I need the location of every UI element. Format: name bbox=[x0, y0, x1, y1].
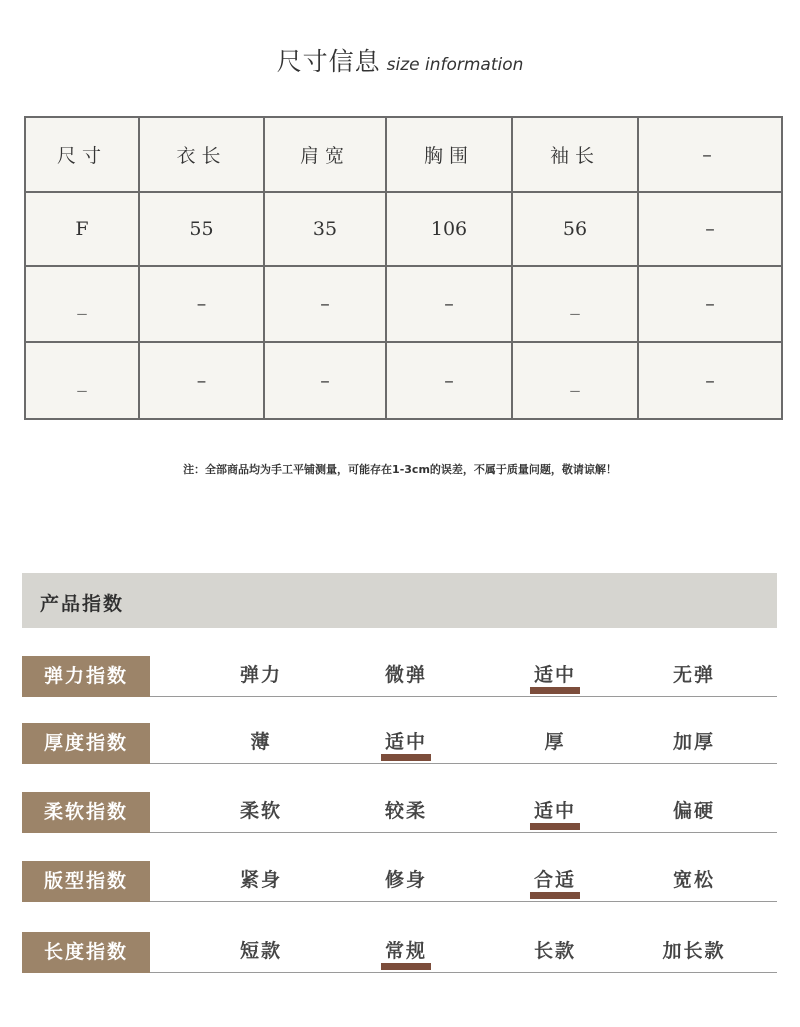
size-table-cell: – bbox=[638, 192, 782, 266]
size-table-row bbox=[25, 266, 782, 342]
index-row bbox=[22, 723, 777, 764]
index-option bbox=[385, 656, 427, 697]
index-option-label: 紧身 bbox=[239, 869, 283, 891]
size-table-cell: – bbox=[386, 266, 512, 342]
size-table-cell: 56 bbox=[512, 192, 638, 266]
size-table-cell: – bbox=[139, 342, 264, 419]
index-row-label: 版型指数 bbox=[22, 861, 150, 902]
index-option bbox=[673, 792, 715, 833]
size-table-cell: _ bbox=[25, 342, 139, 419]
index-option bbox=[544, 723, 565, 764]
index-option-label: 合适 bbox=[533, 869, 577, 891]
index-option-selected bbox=[385, 932, 427, 973]
index-option bbox=[534, 932, 576, 973]
size-table-cell: _ bbox=[25, 266, 139, 342]
size-table-row bbox=[25, 342, 782, 419]
index-option bbox=[250, 723, 271, 764]
index-option bbox=[673, 861, 715, 902]
size-table-header-cell: 衣长 bbox=[139, 117, 264, 192]
size-info-title-en: size information bbox=[386, 55, 524, 75]
index-option-label: 柔软 bbox=[239, 800, 283, 822]
index-option bbox=[662, 932, 725, 973]
selected-marker bbox=[381, 754, 431, 761]
index-option-label: 长款 bbox=[533, 940, 577, 962]
selected-marker bbox=[381, 963, 431, 970]
index-option-label: 厚 bbox=[544, 731, 566, 753]
size-table-cell: – bbox=[638, 266, 782, 342]
index-row bbox=[22, 656, 777, 697]
index-option bbox=[240, 932, 282, 973]
index-row-label: 弹力指数 bbox=[22, 656, 150, 697]
size-table-cell: – bbox=[264, 266, 386, 342]
index-option-label: 弹力 bbox=[239, 664, 283, 686]
index-option-label: 加厚 bbox=[672, 731, 716, 753]
product-index-title: 产品指数 bbox=[40, 593, 125, 615]
selected-marker bbox=[530, 823, 580, 830]
index-row-label: 柔软指数 bbox=[22, 792, 150, 833]
index-option bbox=[240, 656, 282, 697]
selected-marker bbox=[530, 687, 580, 694]
index-option-label: 加长款 bbox=[662, 940, 726, 962]
index-option-label: 薄 bbox=[250, 731, 272, 753]
index-option-label: 短款 bbox=[239, 940, 283, 962]
size-table-header-cell: 肩宽 bbox=[264, 117, 386, 192]
index-option bbox=[673, 723, 715, 764]
size-table-header-cell: 胸围 bbox=[386, 117, 512, 192]
index-option bbox=[385, 861, 427, 902]
index-option-label: 适中 bbox=[533, 664, 577, 686]
index-option-label: 适中 bbox=[533, 800, 577, 822]
size-table-cell: _ bbox=[512, 342, 638, 419]
size-table-cell: 55 bbox=[139, 192, 264, 266]
index-option-label: 偏硬 bbox=[672, 800, 716, 822]
index-row bbox=[22, 792, 777, 833]
index-option-selected bbox=[534, 792, 576, 833]
index-option-label: 宽松 bbox=[672, 869, 716, 891]
size-table-cell: _ bbox=[512, 266, 638, 342]
index-option-label: 适中 bbox=[384, 731, 428, 753]
index-option-selected bbox=[385, 723, 427, 764]
index-row bbox=[22, 861, 777, 902]
size-table-header-cell: 袖长 bbox=[512, 117, 638, 192]
size-info-title-cn: 尺寸信息 bbox=[276, 47, 381, 76]
index-option-selected bbox=[534, 656, 576, 697]
index-option-label: 常规 bbox=[384, 940, 428, 962]
size-table-header-cell: – bbox=[638, 117, 782, 192]
index-option-label: 微弹 bbox=[384, 664, 428, 686]
size-table-cell: – bbox=[139, 266, 264, 342]
index-row-label: 厚度指数 bbox=[22, 723, 150, 764]
size-table-header-row bbox=[25, 117, 782, 192]
size-table-cell: – bbox=[638, 342, 782, 419]
index-option-label: 修身 bbox=[384, 869, 428, 891]
size-table-cell: – bbox=[386, 342, 512, 419]
index-option bbox=[673, 656, 715, 697]
selected-marker bbox=[530, 892, 580, 899]
product-index-header bbox=[22, 573, 777, 628]
size-table-cell: – bbox=[264, 342, 386, 419]
size-table-cell: 106 bbox=[386, 192, 512, 266]
index-option-label: 无弹 bbox=[672, 664, 716, 686]
index-row-label: 长度指数 bbox=[22, 932, 150, 973]
index-option bbox=[240, 861, 282, 902]
index-option bbox=[385, 792, 427, 833]
size-table-header-cell: 尺寸 bbox=[25, 117, 139, 192]
size-table-cell: 35 bbox=[264, 192, 386, 266]
index-option-label: 较柔 bbox=[384, 800, 428, 822]
size-table-row bbox=[25, 192, 782, 266]
size-table-cell: F bbox=[25, 192, 139, 266]
size-table bbox=[24, 116, 783, 420]
measurement-note: 注：全部商品均为手工平铺测量，可能存在1-3cm的误差，不属于质量问题，敬请谅解！ bbox=[183, 463, 617, 476]
index-option-selected bbox=[534, 861, 576, 902]
index-row bbox=[22, 932, 777, 973]
size-info-title bbox=[0, 42, 800, 78]
index-option bbox=[240, 792, 282, 833]
